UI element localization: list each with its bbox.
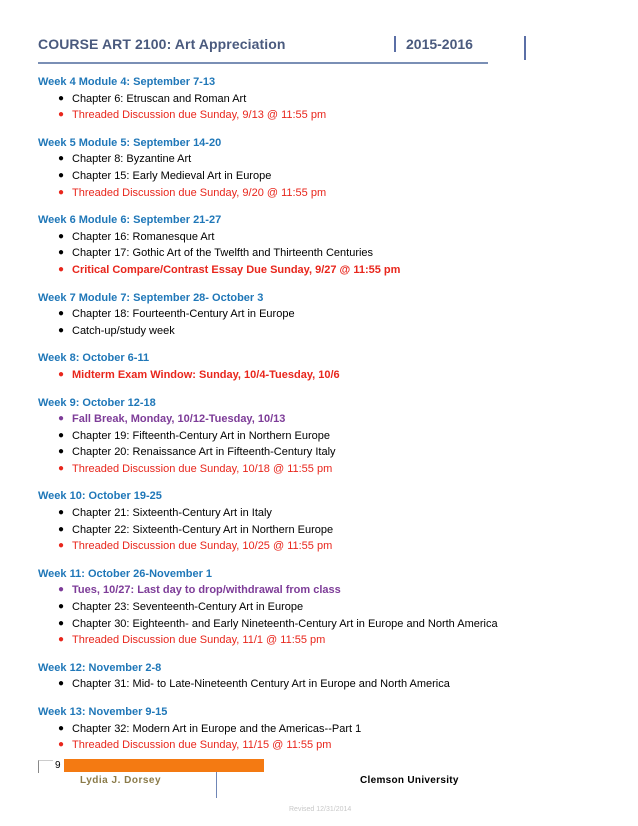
list-item bbox=[38, 151, 598, 168]
week-section bbox=[38, 488, 598, 554]
item-text: Chapter 22: Sixteenth-Century Art in Northern Europe bbox=[72, 523, 334, 536]
item-text: Chapter 21: Sixteenth-Century Art in Italy bbox=[72, 507, 272, 520]
list-item bbox=[38, 616, 598, 633]
bullet-icon: ● bbox=[58, 429, 65, 441]
item-text: Chapter 31: Mid- to Late-Nineteenth Century Art in Europe and North America bbox=[72, 678, 450, 691]
item-text: Chapter 6: Etruscan and Roman Art bbox=[72, 92, 247, 105]
week-section bbox=[38, 660, 598, 693]
list-item bbox=[38, 185, 598, 202]
week-section bbox=[38, 135, 598, 201]
item-text: Chapter 19: Fifteenth-Century Art in Northern Europe bbox=[72, 429, 331, 442]
list-item bbox=[38, 632, 598, 649]
footer-divider bbox=[216, 772, 217, 798]
list-item bbox=[38, 522, 598, 539]
item-text: Tues, 10/27: Last day to drop/withdrawal from class bbox=[72, 584, 341, 597]
item-text: Critical Compare/Contrast Essay Due Sunday, 9/27 @ 11:55 pm bbox=[72, 263, 401, 276]
week-items bbox=[38, 151, 598, 201]
item-text: Threaded Discussion due Sunday, 9/13 @ 11:55 pm bbox=[72, 109, 327, 122]
page-header bbox=[38, 36, 488, 64]
footer-university: Clemson University bbox=[360, 775, 459, 786]
list-item bbox=[38, 306, 598, 323]
week-items bbox=[38, 411, 598, 477]
bullet-icon: ● bbox=[58, 601, 65, 613]
list-item bbox=[38, 444, 598, 461]
week-items bbox=[38, 306, 598, 339]
bullet-icon: ● bbox=[58, 462, 65, 474]
week-items bbox=[38, 582, 598, 648]
bullet-icon: ● bbox=[58, 678, 65, 690]
week-items bbox=[38, 505, 598, 555]
list-item bbox=[38, 538, 598, 555]
item-text: Threaded Discussion due Sunday, 10/25 @ 11:55 pm bbox=[72, 540, 333, 553]
week-section bbox=[38, 395, 598, 478]
schedule-content bbox=[38, 74, 598, 765]
item-text: Chapter 20: Renaissance Art in Fifteenth-Century Italy bbox=[72, 446, 336, 459]
item-text: Chapter 23: Seventeenth-Century Art in Europe bbox=[72, 601, 304, 614]
revised-date: Revised 12/31/2014 bbox=[289, 806, 352, 813]
list-item bbox=[38, 428, 598, 445]
week-title: Week 10: October 19-25 bbox=[38, 490, 162, 503]
course-title: COURSE ART 2100: Art Appreciation bbox=[38, 36, 286, 52]
list-item bbox=[38, 505, 598, 522]
list-item bbox=[38, 168, 598, 185]
bullet-icon: ● bbox=[58, 584, 65, 596]
item-text: Threaded Discussion due Sunday, 11/15 @ 11:55 pm bbox=[72, 739, 332, 752]
week-title: Week 5 Module 5: September 14-20 bbox=[38, 136, 222, 149]
bullet-icon: ● bbox=[58, 109, 65, 121]
item-text: Chapter 30: Eighteenth- and Early Nineteenth-Century Art in Europe and North America bbox=[72, 617, 498, 630]
item-text: Catch-up/study week bbox=[72, 324, 175, 337]
academic-year: 2015-2016 bbox=[406, 36, 473, 52]
week-items bbox=[38, 367, 598, 384]
week-section bbox=[38, 566, 598, 649]
footer-accent-bar bbox=[64, 759, 264, 772]
list-item bbox=[38, 323, 598, 340]
item-text: Chapter 15: Early Medieval Art in Europe bbox=[72, 169, 272, 182]
list-item bbox=[38, 245, 598, 262]
list-item bbox=[38, 721, 598, 738]
bullet-icon: ● bbox=[58, 368, 65, 380]
item-text: Chapter 17: Gothic Art of the Twelfth and Thirteenth Centuries bbox=[72, 247, 374, 260]
bullet-icon: ● bbox=[58, 634, 65, 646]
list-item bbox=[38, 229, 598, 246]
week-items bbox=[38, 721, 598, 754]
list-item bbox=[38, 411, 598, 428]
list-item bbox=[38, 461, 598, 478]
bullet-icon: ● bbox=[58, 523, 65, 535]
bullet-icon: ● bbox=[58, 540, 65, 552]
item-text: Chapter 8: Byzantine Art bbox=[72, 153, 192, 166]
bullet-icon: ● bbox=[58, 617, 65, 629]
item-text: Threaded Discussion due Sunday, 11/1 @ 11:55 pm bbox=[72, 634, 326, 647]
bullet-icon: ● bbox=[58, 722, 65, 734]
bullet-icon: ● bbox=[58, 230, 65, 242]
week-title: Week 12: November 2-8 bbox=[38, 661, 162, 674]
week-title: Week 4 Module 4: September 7-13 bbox=[38, 76, 216, 88]
list-item bbox=[38, 582, 598, 599]
week-items bbox=[38, 91, 598, 124]
week-title: Week 6 Module 6: September 21-27 bbox=[38, 214, 222, 227]
bullet-icon: ● bbox=[58, 446, 65, 458]
bullet-icon: ● bbox=[58, 92, 65, 104]
footer-author: Lydia J. Dorsey bbox=[80, 775, 162, 786]
bullet-icon: ● bbox=[58, 739, 65, 751]
item-text: Chapter 32: Modern Art in Europe and the Americas--Part 1 bbox=[72, 722, 362, 735]
bullet-icon: ● bbox=[58, 263, 65, 275]
week-section bbox=[38, 350, 598, 383]
item-text: Chapter 16: Romanesque Art bbox=[72, 230, 215, 243]
week-section bbox=[38, 290, 598, 340]
item-text: Threaded Discussion due Sunday, 9/20 @ 11:55 pm bbox=[72, 186, 327, 199]
item-text: Threaded Discussion due Sunday, 10/18 @ 11:55 pm bbox=[72, 462, 333, 475]
bullet-icon: ● bbox=[58, 247, 65, 259]
week-section bbox=[38, 212, 598, 278]
list-item bbox=[38, 599, 598, 616]
bullet-icon: ● bbox=[58, 507, 65, 519]
week-title: Week 7 Module 7: September 28- October 3 bbox=[38, 291, 264, 304]
list-item bbox=[38, 91, 598, 108]
week-title: Week 9: October 12-18 bbox=[38, 396, 156, 409]
week-title: Week 8: October 6-11 bbox=[38, 352, 150, 365]
bullet-icon: ● bbox=[58, 308, 65, 320]
week-section bbox=[38, 74, 598, 124]
week-items bbox=[38, 676, 598, 693]
list-item bbox=[38, 107, 598, 124]
header-divider bbox=[394, 36, 396, 52]
list-item bbox=[38, 367, 598, 384]
list-item bbox=[38, 262, 598, 279]
header-right-rule bbox=[524, 36, 526, 60]
item-text: Fall Break, Monday, 10/12-Tuesday, 10/13 bbox=[72, 413, 286, 426]
bullet-icon: ● bbox=[58, 413, 65, 425]
item-text: Chapter 18: Fourteenth-Century Art in Europe bbox=[72, 308, 295, 321]
item-text: Midterm Exam Window: Sunday, 10/4-Tuesday, 10/6 bbox=[72, 368, 340, 381]
list-item bbox=[38, 676, 598, 693]
list-item bbox=[38, 737, 598, 754]
bullet-icon: ● bbox=[58, 169, 65, 181]
bullet-icon: ● bbox=[58, 153, 65, 165]
week-items bbox=[38, 229, 598, 279]
week-section bbox=[38, 704, 598, 754]
week-title: Week 13: November 9-15 bbox=[38, 706, 168, 718]
bullet-icon: ● bbox=[58, 324, 65, 336]
page-number-box bbox=[38, 760, 53, 773]
bullet-icon: ● bbox=[58, 186, 65, 198]
week-title: Week 11: October 26-November 1 bbox=[38, 567, 213, 580]
page-number: 9 bbox=[55, 760, 61, 771]
